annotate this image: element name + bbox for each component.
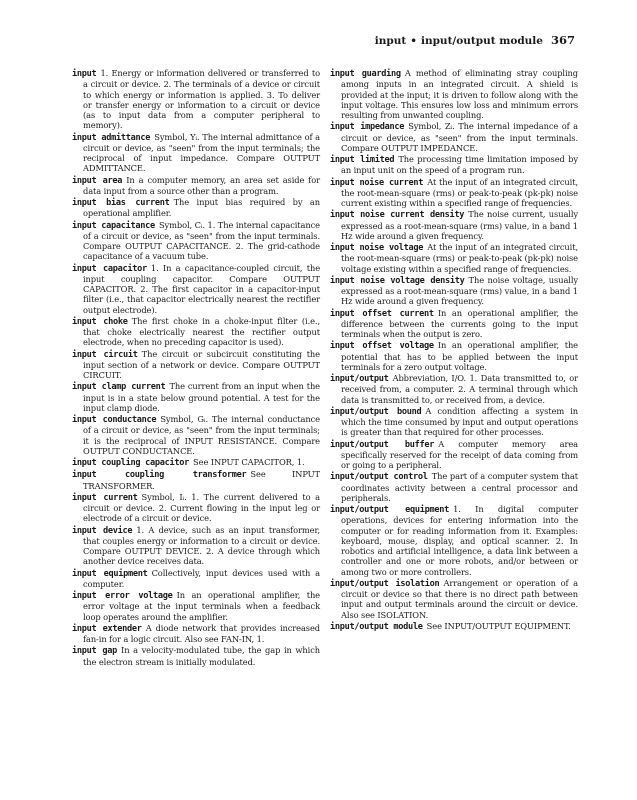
entry-term: input/output isolation	[330, 578, 440, 589]
entry-definition: See INPUT TRANSFORMER.	[83, 469, 320, 491]
dictionary-entry	[72, 414, 320, 456]
left-column	[72, 68, 320, 668]
dictionary-entry	[330, 578, 578, 620]
entry-term: input noise voltage density	[330, 275, 465, 286]
dictionary-entry	[330, 621, 578, 632]
dictionary-entry	[330, 504, 578, 577]
entry-definition: Symbol, Zᵢ. The internal impedance of a circuit or device, as "seen" from the input terminals. Compare OUTPUT IMPEDANCE.	[341, 121, 579, 153]
entry-term: input noise current	[330, 177, 424, 188]
dictionary-entry	[330, 121, 578, 153]
dictionary-entry	[330, 340, 578, 372]
dictionary-entry	[72, 132, 320, 174]
header-last-term: input/output module	[420, 35, 543, 47]
entry-definition: The noise voltage, usually expressed as a root-mean-square (rms) value, in a band 1 Hz wide around a given frequency.	[341, 274, 578, 307]
entry-definition: 1. In a capacitance-coupled circuit, the input coupling capacitor. Compare OUTPUT CAPACITOR. 2. The first capacitor in a capacitor-input filter (i.e., that capacitor electrically nearest the rectifier output electrode).	[83, 262, 320, 315]
entry-definition: Arrangement or operation of a circuit or device so that there is no direct path between input and output terminals around the circuit or device. Also see ISOLATION.	[341, 577, 578, 620]
entry-definition: In an operational amplifier, the error voltage at the input terminals when a feedback loop operates around the amplifier.	[83, 590, 320, 622]
dictionary-entry	[330, 242, 578, 274]
entry-term: input conductance	[72, 415, 157, 425]
entry-definition: A diode network that provides increased fan-in for a logic circuit. Also see FAN-IN, 1.	[83, 622, 320, 644]
entry-term: input offset current	[330, 308, 434, 319]
entry-term: input limited	[330, 155, 395, 165]
dictionary-entry	[330, 471, 578, 503]
entry-term: input coupling capacitor	[72, 458, 189, 468]
entry-definition: A computer memory area specifically reserved for the receipt of data coming from or going to a peripheral.	[341, 438, 578, 470]
entry-definition: See INPUT CAPACITOR, 1.	[193, 457, 305, 467]
entry-definition: At the input of an integrated circuit, the root-mean-square (rms) or peak-to-peak (pk-pk) noise voltage existing within a specified range of frequencies.	[341, 242, 578, 274]
running-header	[375, 33, 575, 47]
entry-term: input error voltage	[72, 591, 173, 601]
dictionary-entry	[72, 457, 320, 468]
entry-term: input guarding	[330, 69, 401, 79]
entry-term: input noise voltage	[330, 243, 424, 253]
entry-term: input	[72, 69, 97, 79]
entry-definition: See INPUT/OUTPUT EQUIPMENT.	[426, 620, 571, 631]
dictionary-entry	[330, 373, 578, 405]
dictionary-entry	[72, 381, 320, 413]
dictionary-entry	[72, 263, 320, 315]
entry-definition: A condition affecting a system in which the time consumed by input and output operations is greater than that required for other processes.	[341, 405, 579, 438]
dictionary-entry	[72, 645, 320, 667]
entry-term: input current	[72, 492, 138, 503]
entry-definition: In an operational amplifier, the difference between the currents going to the input terminals when the output is zero.	[341, 307, 578, 339]
entry-definition: The circuit or subcircuit constituting the input section of a network or device. Compare OUTPUT CIRCUIT.	[83, 348, 320, 380]
dictionary-entry	[72, 316, 320, 348]
entry-term: input extender	[72, 623, 142, 634]
entry-definition: 1. A device, such as an input transformer, that couples energy or information to a circuit or device. Compare OUTPUT DEVICE. 2. A device through which another device receives data.	[83, 524, 320, 567]
entry-term: input area	[72, 175, 123, 186]
entry-definition: Symbol, Cᵢ. 1. The internal capacitance of a circuit or device, as "seen" from the input terminals. Compare OUTPUT CAPACITANCE. 2. The grid-cathode capacitance of a vacuum tube.	[83, 219, 320, 262]
entry-definition: The processing time limitation imposed by an input unit on the speed of a program run.	[341, 154, 578, 176]
header-separator: •	[410, 35, 417, 47]
entry-definition: In an operational amplifier, the potential that has to be applied between the input terminals for a zero output voltage.	[341, 340, 578, 372]
dictionary-entry	[72, 469, 320, 491]
dictionary-entry	[330, 68, 578, 120]
entry-term: input capacitor	[72, 263, 147, 274]
entry-definition: A method of eliminating stray coupling among inputs in an integrated circuit. A shield is provided at the input; it is driven to follow along with the input voltage. This ensures low loss and minimum errors resulting from unwanted coupling.	[341, 68, 578, 120]
dictionary-entry	[330, 406, 578, 438]
right-column	[330, 68, 578, 633]
entry-term: input offset voltage	[330, 341, 434, 352]
entry-term: input circuit	[72, 349, 138, 360]
dictionary-entry	[330, 209, 578, 241]
entry-term: input impedance	[330, 122, 405, 133]
entry-term: input equipment	[72, 568, 148, 579]
entry-definition: 1. Energy or information delivered or transferred to a circuit or device. 2. The terminals of a device or circuit to which energy or information is applied. 3. To deliver or transfer energy or information to a circuit or device (as to input data from a computer peripheral to memory).	[83, 68, 320, 131]
entry-term: input/output module	[330, 621, 423, 632]
dictionary-entry	[72, 197, 320, 219]
header-first-term: input	[374, 35, 407, 47]
entry-term: input choke	[72, 316, 128, 327]
dictionary-entry	[72, 590, 320, 622]
dictionary-entry	[72, 175, 320, 197]
entry-definition: The noise current, usually expressed as a root-mean-square (rms) value, in a band 1 Hz wide around a given frequency.	[341, 209, 578, 241]
dictionary-entry	[330, 275, 578, 307]
dictionary-entry	[330, 439, 578, 471]
dictionary-entry	[330, 154, 578, 176]
entry-definition: Symbol, Gᵢ. The internal conductance of a circuit or device, as "seen" from the input terminals; it is the reciprocal of INPUT RESISTANCE. Compare OUTPUT CONDUCTANCE.	[83, 414, 320, 456]
entry-definition: Collectively, input devices used with a computer.	[83, 567, 320, 589]
dictionary-entry	[72, 68, 320, 131]
dictionary-entry	[72, 623, 320, 645]
dictionary-entry	[72, 492, 320, 524]
dictionary-entry	[72, 525, 320, 567]
dictionary-entry	[330, 177, 578, 209]
entry-term: input gap	[72, 646, 117, 657]
entry-term: input/output buffer	[330, 439, 435, 450]
entry-term: input noise current density	[330, 210, 465, 221]
dictionary-entry	[72, 349, 320, 381]
entry-term: input device	[72, 525, 133, 536]
entry-definition: In a computer memory, an area set aside for data input from a source other than a program.	[83, 174, 320, 196]
entry-term: input admittance	[72, 132, 151, 143]
entry-term: input bias current	[72, 198, 170, 208]
entry-definition: In a velocity-modulated tube, the gap in which the electron stream is initially modulated.	[83, 645, 320, 667]
dictionary-entry	[72, 568, 320, 590]
entry-term: input/output equipment	[330, 505, 450, 515]
page-number: 367	[550, 33, 575, 47]
entry-term: input/output control	[330, 472, 428, 483]
entry-term: input clamp current	[72, 382, 166, 393]
entry-term: input capacitance	[72, 220, 155, 231]
entry-definition: Symbol, Yᵢ. The internal admittance of a circuit or device, as "seen" from the input terminals; the reciprocal of input impedance. Compare OUTPUT ADMITTANCE.	[83, 131, 320, 174]
entry-definition: The first choke in a choke-input filter (i.e., that choke electrically nearest the rectifier output electrode, when no preceding capacitor is used).	[83, 315, 320, 348]
entry-definition: The current from an input when the input is in a state below ground potential. A test for the input clamp diode.	[83, 381, 320, 413]
dictionary-entry	[330, 308, 578, 340]
dictionary-entry	[72, 220, 320, 262]
entry-definition: At the input of an integrated circuit, the root-mean-square (rms) or peak-to-peak (pk-pk) noise current existing within a specified range of frequencies.	[341, 176, 578, 208]
entry-definition: Symbol, Iᵢ. 1. The current delivered to a circuit or device. 2. Current flowing in the input leg or electrode of a circuit or device.	[83, 491, 320, 524]
entry-definition: The input bias required by an operational amplifier.	[83, 197, 321, 219]
entry-term: input/output	[330, 374, 389, 384]
entry-term: input/output bound	[330, 406, 422, 417]
entry-term: input coupling transformer	[72, 470, 247, 481]
entry-definition: The part of a computer system that coordinates activity between a central processor and peripherals.	[341, 471, 578, 503]
entry-definition: Abbreviation, I/O. 1. Data transmitted to, or received from, a computer. 2. A terminal through which data is transmitted to, or received from, a device.	[341, 373, 578, 405]
entry-definition: 1. In digital computer operations, devices for entering information into the computer or for reading information from it. Examples: keyboard, mouse, display, and optical scanner. 2. In robotics and artificial intelligence, a data link between a controller and one or more robots, and/or between or among two or more controllers.	[341, 504, 578, 577]
